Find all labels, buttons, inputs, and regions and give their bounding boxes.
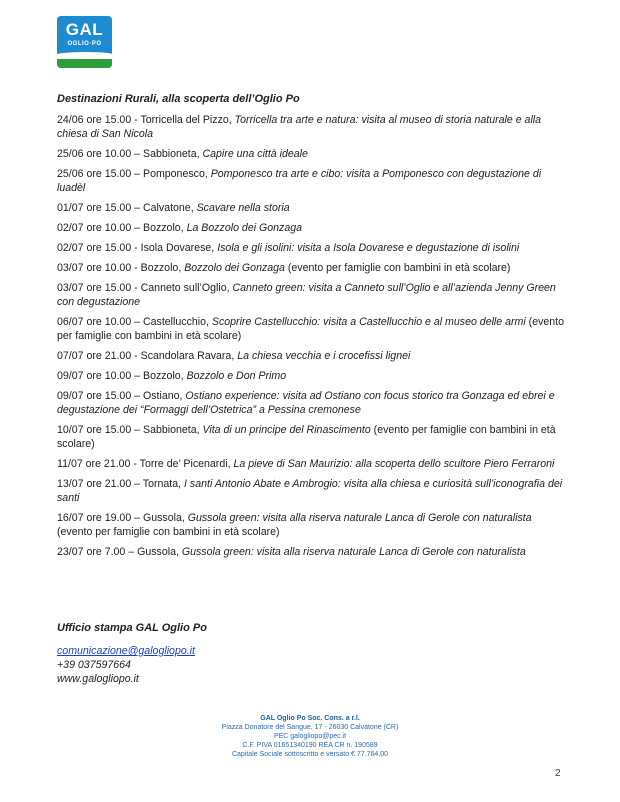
event-date-place: 16/07 ore 19.00 – Gussola, bbox=[57, 512, 188, 524]
event-item bbox=[57, 545, 565, 559]
event-note: (evento per famiglie con bambini in età scolare) bbox=[284, 262, 511, 274]
event-title: La chiesa vecchia e i crocefissi lignei bbox=[237, 350, 411, 362]
event-list bbox=[57, 113, 565, 559]
event-title: Bozzolo dei Gonzaga bbox=[184, 262, 285, 274]
event-date-place: 11/07 ore 21.00 - Torre de’ Picenardi, bbox=[57, 458, 234, 470]
event-item bbox=[57, 389, 565, 417]
event-item bbox=[57, 281, 565, 309]
event-item bbox=[57, 477, 565, 505]
event-note: (evento per famiglie con bambini in età scolare) bbox=[57, 424, 556, 450]
event-item bbox=[57, 423, 565, 451]
event-item bbox=[57, 457, 565, 471]
footer-capital: Capitale Sociale sottoscritto e versato € 77.764,00 bbox=[231, 751, 389, 758]
event-title: Vita di un principe del Rinascimento bbox=[202, 424, 371, 436]
document-body bbox=[57, 92, 565, 565]
event-item bbox=[57, 511, 565, 539]
press-website: www.galogliopo.it bbox=[57, 673, 139, 685]
event-date-place: 24/06 ore 15.00 - Torricella del Pizzo, bbox=[57, 114, 235, 126]
event-title: Gussola green: visita alla riserva naturale Lanca di Gerole con naturalista bbox=[187, 512, 532, 524]
press-title: Ufficio stampa GAL Oglio Po bbox=[57, 622, 207, 634]
event-item bbox=[57, 167, 565, 195]
event-date-place: 01/07 ore 15.00 – Calvatone, bbox=[57, 202, 197, 214]
event-title: Bozzolo e Don Primo bbox=[186, 370, 287, 382]
event-title: Gussola green: visita alla riserva naturale Lanca di Gerole con naturalista bbox=[181, 546, 526, 558]
event-note: (evento per famiglie con bambini in età scolare) bbox=[57, 316, 565, 342]
event-date-place: 02/07 ore 15.00 - Isola Dovarese, bbox=[57, 242, 218, 254]
event-item bbox=[57, 113, 565, 141]
event-date-place: 25/06 ore 15.00 – Pomponesco, bbox=[57, 168, 211, 180]
event-item bbox=[57, 201, 565, 215]
event-title: La pieve di San Maurizio: alla scoperta dello scultore Piero Ferraroni bbox=[233, 458, 555, 470]
event-title: I santi Antonio Abate e Ambrogio: visita alla chiesa e curiosità sull’iconografia dei santi bbox=[57, 478, 563, 504]
press-phone: +39 037597664 bbox=[57, 659, 131, 671]
event-title: Capire una città ideale bbox=[202, 148, 308, 160]
event-date-place: 10/07 ore 15.00 – Sabbioneta, bbox=[57, 424, 203, 436]
logo-wave-green bbox=[57, 59, 112, 68]
event-title: La Bozzolo dei Gonzaga bbox=[186, 222, 303, 234]
footer-address: Piazza Donatore del Sangue, 17 - 26030 Calvatone (CR) bbox=[221, 724, 399, 731]
press-email-link[interactable]: comunicazione@galogliopo.it bbox=[57, 645, 195, 657]
footer-pec: PEC galogliopo@pec.it bbox=[273, 733, 347, 740]
event-date-place: 23/07 ore 7.00 – Gussola, bbox=[57, 546, 182, 558]
event-title: Canneto green: visita a Canneto sull’Oglio e all’azienda Jenny Green con degustazione bbox=[57, 282, 556, 308]
company-footer bbox=[120, 714, 500, 759]
event-date-place: 03/07 ore 15.00 - Canneto sull’Oglio, bbox=[57, 282, 233, 294]
event-date-place: 25/06 ore 10.00 – Sabbioneta, bbox=[57, 148, 203, 160]
event-date-place: 06/07 ore 10.00 – Castellucchio, bbox=[57, 316, 212, 328]
event-date-place: 02/07 ore 10.00 – Bozzolo, bbox=[57, 222, 187, 234]
logo-main-text: GAL bbox=[65, 20, 104, 39]
event-item bbox=[57, 369, 565, 383]
event-date-place: 03/07 ore 10.00 - Bozzolo, bbox=[57, 262, 185, 274]
footer-tax-info: C.F. PIVA 01651340190 REA CR n. 190589 bbox=[242, 742, 378, 749]
logo-sub-text: OGLIO·PO bbox=[67, 41, 102, 47]
event-date-place: 09/07 ore 15.00 – Ostiano, bbox=[57, 390, 186, 402]
event-title: Pomponesco tra arte e cibo: visita a Pomponesco con degustazione di luadèl bbox=[57, 168, 542, 194]
event-item bbox=[57, 315, 565, 343]
event-title: Scoprire Castellucchio: visita a Castellucchio e al museo delle armi bbox=[211, 316, 526, 328]
event-title: Torricella tra arte e natura: visita al museo di storia naturale e alla chiesa di San Nicola bbox=[57, 114, 542, 140]
event-item bbox=[57, 349, 565, 363]
event-title: Scavare nella storia bbox=[196, 202, 290, 214]
event-item bbox=[57, 147, 565, 161]
event-item bbox=[57, 221, 565, 235]
event-title: Ostiano experience: visita ad Ostiano con focus storico tra Gonzaga ed ebrei e degustazione dei “Formaggi dell’Ostetrica” a Pessina cremonese bbox=[57, 390, 555, 416]
page-number: 2 bbox=[555, 768, 561, 779]
gal-logo bbox=[57, 16, 112, 68]
event-date-place: 07/07 ore 21.00 - Scandolara Ravara, bbox=[57, 350, 238, 362]
press-office bbox=[57, 621, 557, 686]
event-item bbox=[57, 241, 565, 255]
event-title: Isola e gli isolini: visita a Isola Dovarese e degustazione di isolini bbox=[217, 242, 520, 254]
event-item bbox=[57, 261, 565, 275]
section-heading: Destinazioni Rurali, alla scoperta dell’Oglio Po bbox=[57, 93, 300, 105]
event-date-place: 09/07 ore 10.00 – Bozzolo, bbox=[57, 370, 187, 382]
event-date-place: 13/07 ore 21.00 – Tornata, bbox=[57, 478, 185, 490]
event-note: (evento per famiglie con bambini in età scolare) bbox=[57, 526, 280, 538]
footer-company-name: GAL Oglio Po Soc. Cons. a r.l. bbox=[260, 715, 360, 722]
